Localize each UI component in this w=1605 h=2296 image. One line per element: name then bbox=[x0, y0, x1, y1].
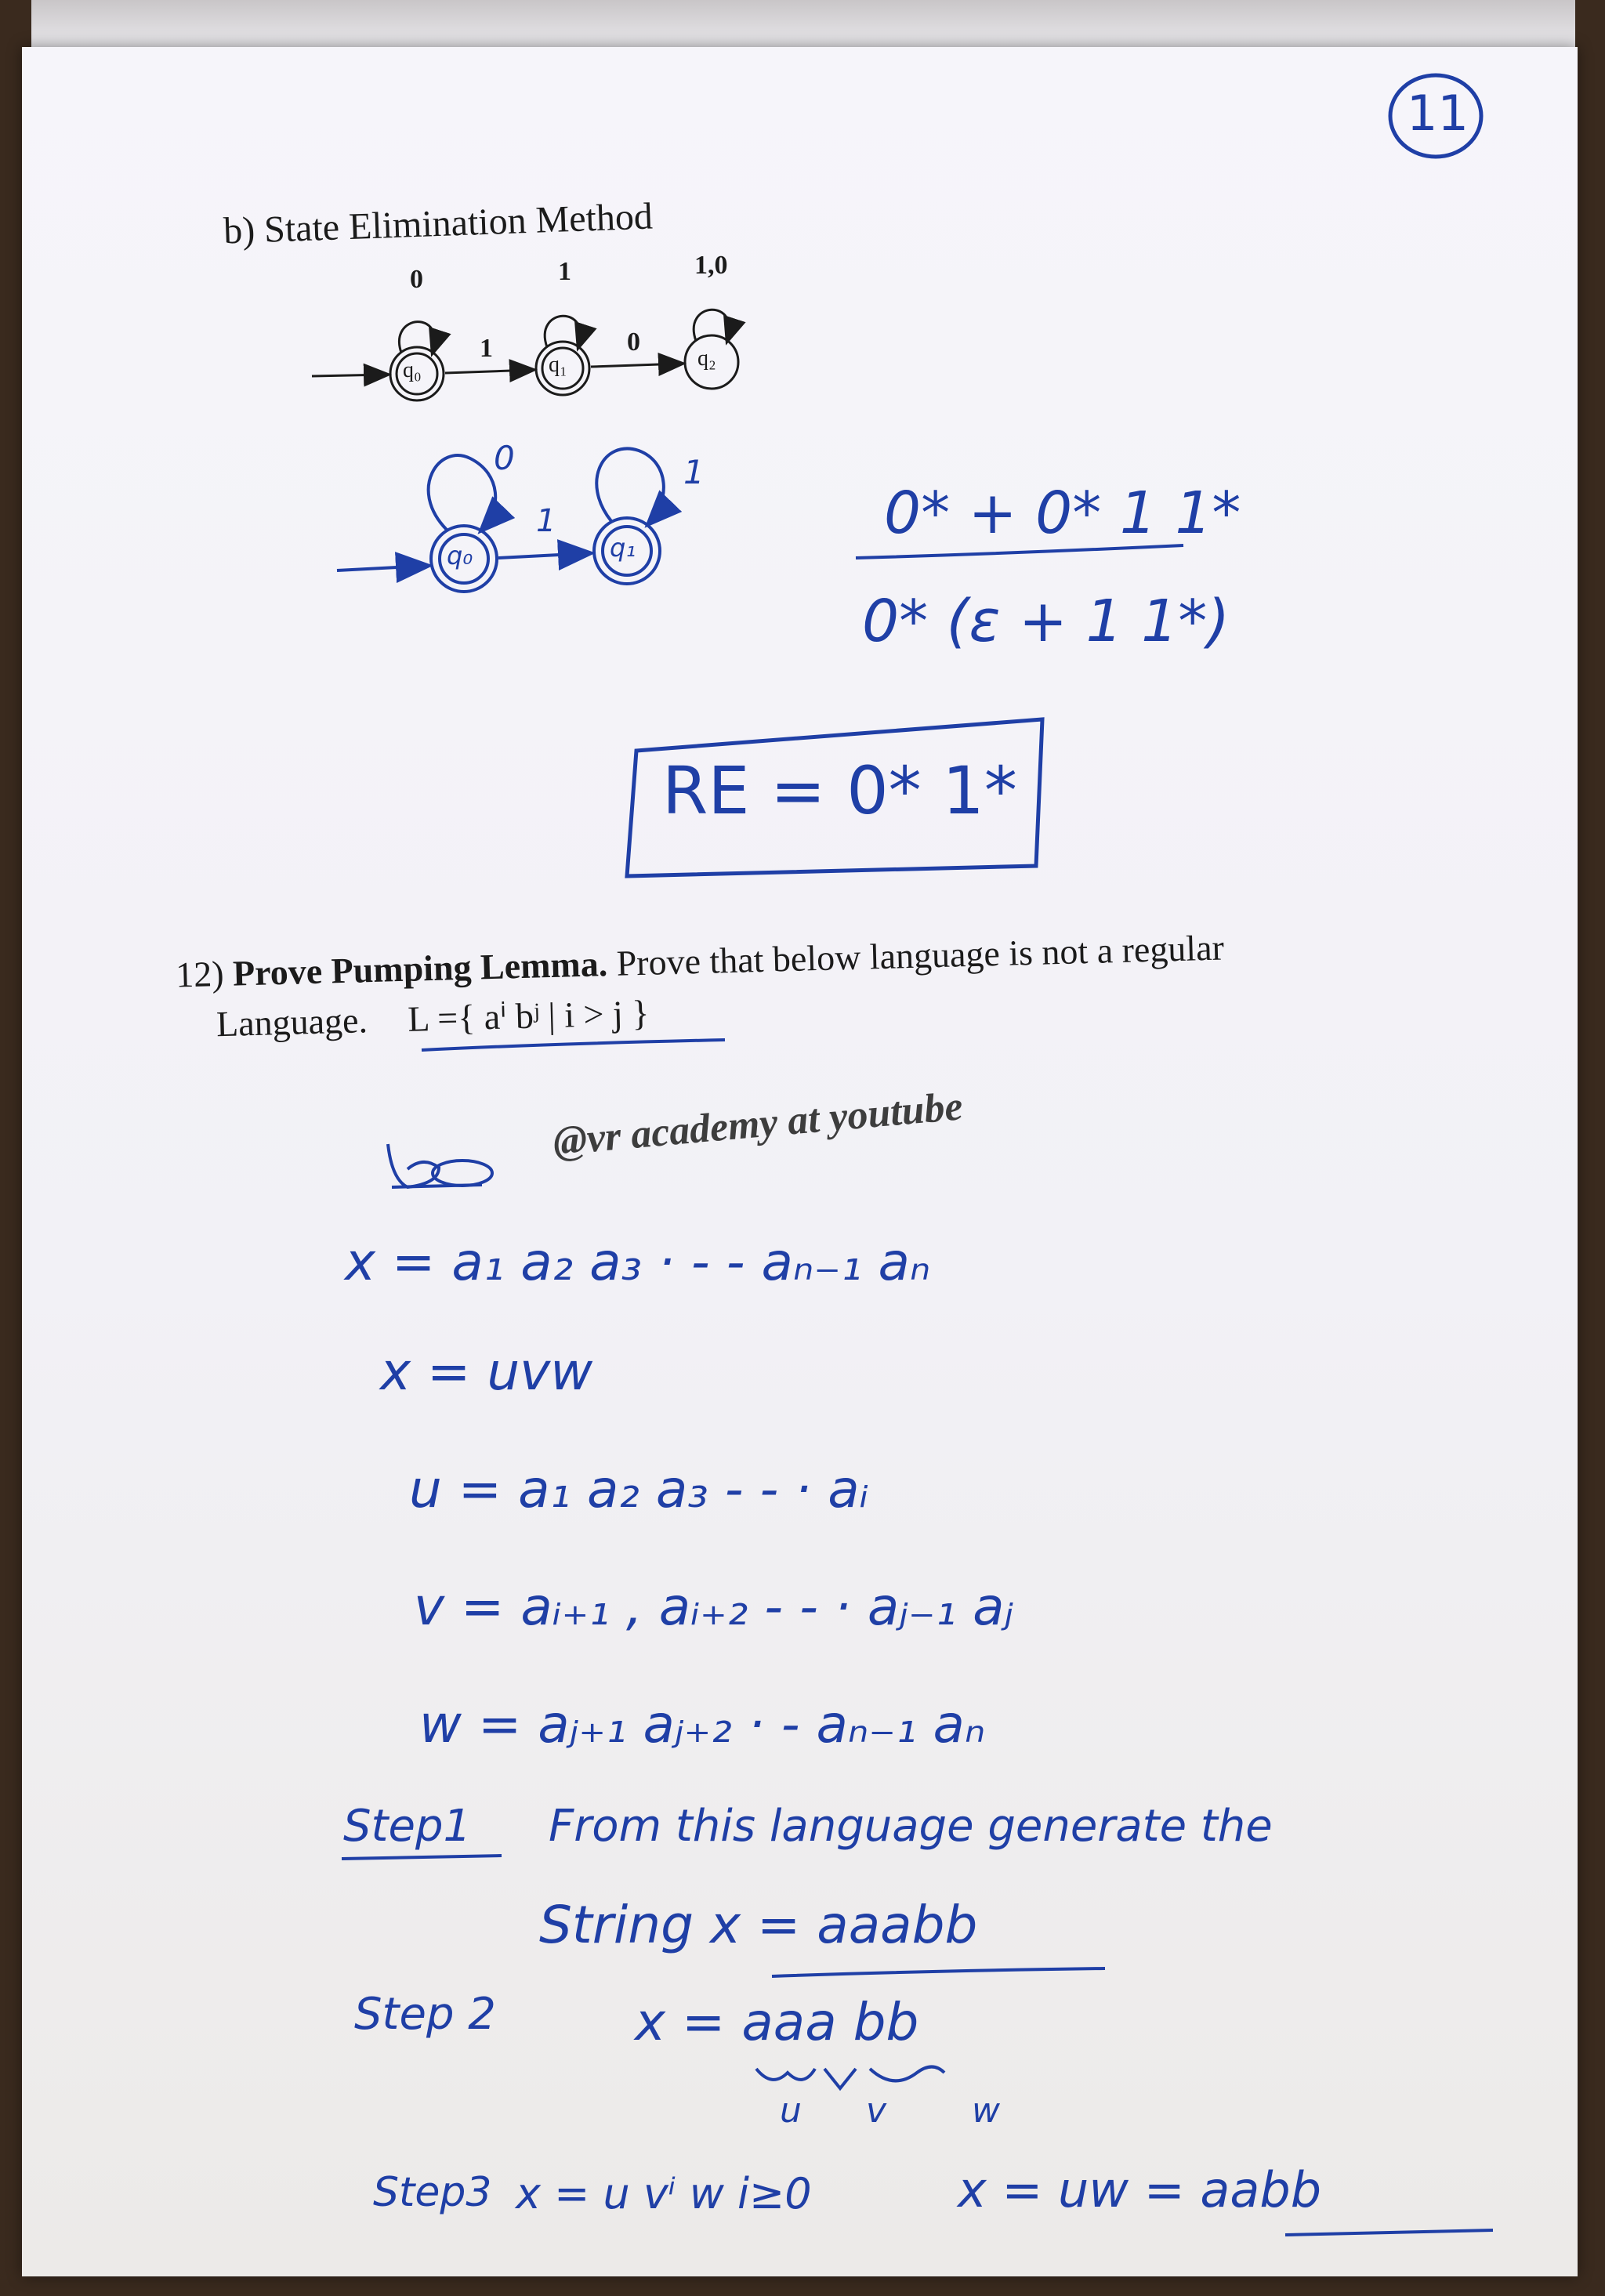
step1-string: String x = aaabb bbox=[539, 1895, 978, 1955]
hw-state-label-q1: q₁ bbox=[610, 533, 636, 563]
loop-label-q0: 0 bbox=[410, 265, 423, 294]
step3-formula: x = u vⁱ w i≥0 bbox=[516, 2169, 812, 2218]
answer-line-3: u = a₁ a₂ a₃ - - · aᵢ bbox=[409, 1459, 869, 1519]
step3-label: Step3 bbox=[373, 2169, 492, 2216]
language-definition: L ={ aⁱ bʲ | i > j } bbox=[407, 992, 650, 1039]
edge-label-q0-q1: 1 bbox=[480, 334, 493, 363]
step2-label: Step 2 bbox=[354, 1989, 496, 2040]
hw-loop-label-q1: 1 bbox=[683, 453, 705, 491]
hw-state-label-q0: q₀ bbox=[447, 541, 473, 570]
answer-line-1: x = a₁ a₂ a₃ · - - aₙ₋₁ aₙ bbox=[345, 1232, 931, 1292]
answer-line-4: v = aᵢ₊₁ , aᵢ₊₂ - - · aⱼ₋₁ aⱼ bbox=[414, 1577, 1014, 1637]
question-text: Prove that below language is not a regular bbox=[615, 927, 1225, 983]
derivation-line-2: 0* (ε + 1 1*) bbox=[862, 588, 1230, 655]
step1-label: Step1 bbox=[343, 1801, 472, 1852]
question-number: 12) bbox=[175, 953, 225, 995]
watermark: @vr academy at youtube bbox=[551, 1084, 965, 1164]
regular-expression-result: RE = 0* 1* bbox=[662, 752, 1017, 829]
state-label-q0: q₀ bbox=[403, 358, 422, 382]
step2-part-v: v bbox=[866, 2091, 887, 2131]
derivation-line-1: 0* + 0* 1 1* bbox=[884, 480, 1241, 547]
edge-label-q1-q2: 0 bbox=[627, 328, 640, 357]
hw-loop-label-q0: 0 bbox=[494, 439, 515, 477]
page-number: 11 bbox=[1407, 85, 1469, 142]
language-prefix: Language. bbox=[216, 1000, 368, 1045]
state-label-q1: q₁ bbox=[549, 353, 567, 377]
loop-label-q2: 1,0 bbox=[694, 251, 728, 280]
answer-line-2: x = uvw bbox=[380, 1342, 593, 1402]
answer-line-5: w = aⱼ₊₁ aⱼ₊₂ · - aₙ₋₁ aₙ bbox=[419, 1694, 986, 1755]
step2-decomposition: x = aaa bb bbox=[635, 1992, 919, 2052]
step2-part-u: u bbox=[780, 2091, 802, 2131]
section-heading: b) State Elimination Method bbox=[223, 195, 654, 252]
state-label-q2: q₂ bbox=[697, 346, 716, 371]
step2-part-w: w bbox=[972, 2091, 1000, 2131]
hw-edge-label: 1 bbox=[536, 503, 556, 539]
step3-result: x = uw = aabb bbox=[958, 2161, 1322, 2218]
question-title: Prove Pumping Lemma. bbox=[232, 943, 608, 994]
step1-text: From this language generate the bbox=[549, 1801, 1273, 1852]
loop-label-q1: 1 bbox=[558, 257, 571, 286]
